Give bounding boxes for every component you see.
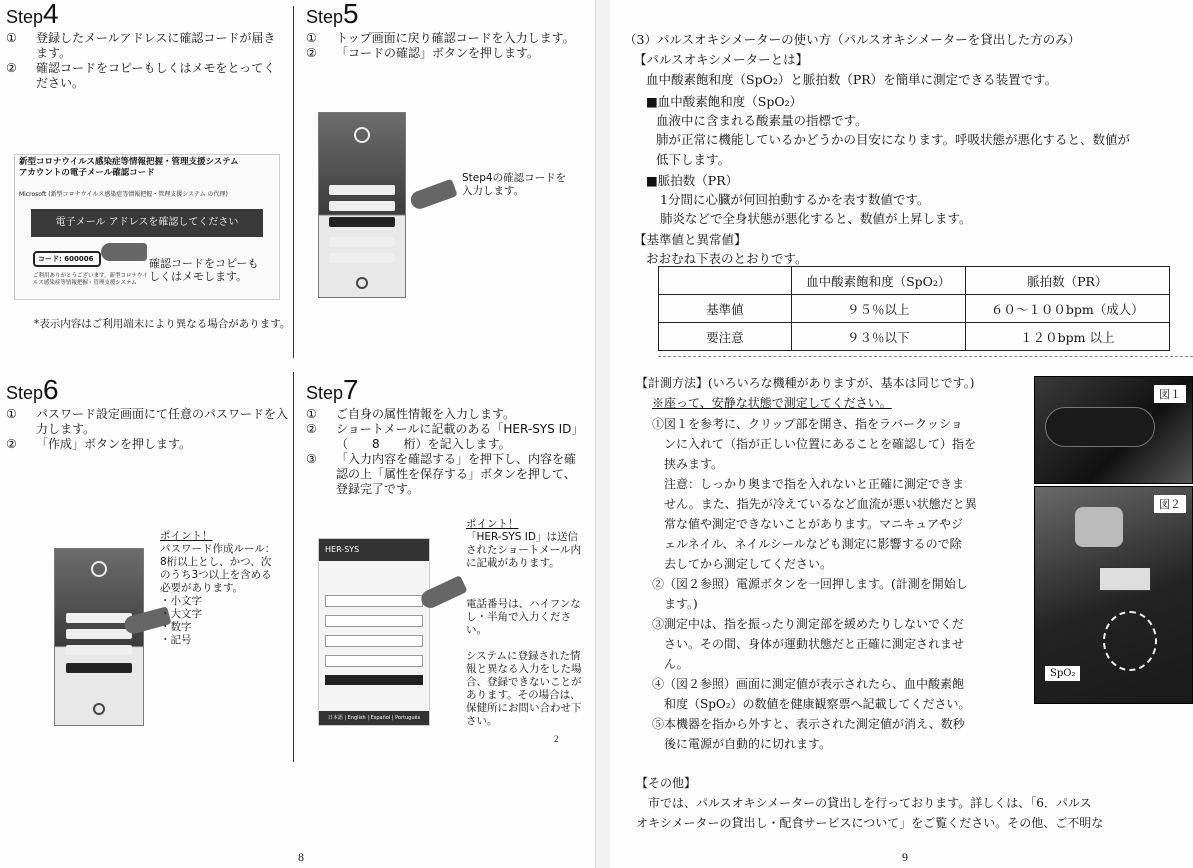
code-input-mock [329, 185, 394, 195]
page-number-left: 8 [298, 850, 304, 864]
code-input-mock [329, 201, 394, 211]
form-field-mock [325, 595, 423, 607]
display-screen-icon [1099, 567, 1151, 591]
section-divider [658, 356, 1193, 357]
figure1-label: 図１ [1154, 385, 1186, 403]
ministry-logo-icon [356, 277, 368, 289]
table-cell: 血中酸素飽和度（SpO₂） [791, 267, 965, 295]
table-cell: ９３％以下 [791, 323, 965, 351]
table-cell: ９５％以上 [791, 295, 965, 323]
divider-bottom [293, 372, 294, 762]
create-button-mock [66, 663, 133, 673]
table-row [659, 295, 1170, 323]
table-header-row [659, 267, 1170, 295]
figure2-label: 図２ [1154, 495, 1186, 513]
verify-button-mock [329, 217, 394, 227]
section-heading: （3）パルスオキシメーターの使い方（パルスオキシメーターを貸出した方のみ） [624, 32, 1081, 47]
step6-phone-screenshot [54, 548, 144, 726]
step5-phone-screenshot [318, 112, 406, 298]
form-field-mock [325, 635, 423, 647]
other-title: 【その他】 [636, 776, 697, 790]
pr-line: 1分間に心臓が何回拍動するかを表す数値です。 [660, 192, 930, 207]
spo2-line: 血液中に含まれる酸素量の指標です。 [656, 113, 868, 128]
step7-item: ② ショートメールに記載のある「HER-SYS ID」（ 8 桁）を記入します。 [306, 422, 584, 451]
table-cell: 要注意 [659, 323, 792, 351]
step4-callout: 確認コードをコピーもしくはメモします。 [149, 257, 259, 283]
method-steps: ①図１を参考に、クリップ部を開き、指をラバークッショ ンに入れて（指が正しい位置にあることを確認して）指を 挟みます。 注意：しっかり奥まで指を入れないと正確に測定できま せん。また、指先が冷えているなど血流が悪い状態だと異 常な値や測定できないことがあります。マニキュアやジ ェルネイル、ネイルシールなども測定に影響するので除 去してから測定してください。 ②（図２参照）電源ボタンを一回押します。(計測を開始し ます。) ③測定中は、指を振ったり測定部を緩めたりしないでくだ さい。その間、身体が運動状態だと正確に測定されませ ん。 ④（図２参照）画面に測定値が表示されたら、血中酸素飽 和度（SpO₂）の数値を健康観察票へ記載してください。 ⑤本機器を指から外すと、表示された測定値が消え、数秒 後に電源が自動的に切れます。 [652, 417, 977, 751]
step6-title: Step6 [6, 374, 59, 405]
table-cell [659, 267, 792, 295]
password-input-mock [66, 613, 133, 623]
pointing-hand-icon [101, 243, 147, 261]
table-cell: 基準値 [659, 295, 792, 323]
password-input-mock [66, 629, 133, 639]
step7-system-note: システムに登録された情報と異なる入力をした場合、登録できないことがあります。その場合は、保健所にお問い合わせ下さい。 [466, 650, 582, 727]
button-mock [329, 253, 394, 263]
email-screenshot [14, 154, 280, 300]
step7-phone-screenshot [318, 538, 430, 726]
reference-intro: おおむね下表のとおりです。 [646, 251, 808, 266]
step6-section [6, 374, 291, 452]
power-button-icon [1103, 611, 1157, 671]
spo2-title: ■血中酸素飽和度（SpO₂） [646, 94, 803, 109]
oximeter-icon [1045, 407, 1155, 447]
email-footer: ご利用ありがとうございます。新型コロナウイルス感染症等情報把握・管理支援システム [33, 273, 148, 286]
table-row [659, 323, 1170, 351]
table-cell: １２０bpm 以上 [965, 323, 1169, 351]
step4-item: ① 登録したメールアドレスに確認コードが届きます。 [6, 31, 276, 60]
reference-title: 【基準値と異常値】 [634, 232, 747, 247]
reference-table [658, 266, 1170, 351]
step5-item: ① トップ画面に戻り確認コードを入力します。 [306, 31, 575, 45]
table-cell: 脈拍数（PR） [965, 267, 1169, 295]
step4-section [6, 0, 286, 91]
step7-section [306, 374, 586, 497]
pr-title: ■脈拍数（PR） [646, 173, 739, 188]
table-cell: ６０～１００bpm（成人） [965, 295, 1169, 323]
spo2-callout: SpO₂ [1045, 666, 1080, 681]
method-note: ※座って、安静な状態で測定してください。 [652, 396, 892, 410]
step4-item: ② 確認コードをコピーもしくはメモをとってください。 [6, 61, 276, 90]
step5-item: ② 「コードの確認」ボタンを押します。 [306, 46, 540, 60]
app-logo-icon [354, 127, 370, 143]
submit-button-mock [325, 675, 423, 685]
oximeter-icon [1075, 507, 1123, 547]
left-page [0, 0, 596, 868]
verification-code: コード: 600006 [33, 251, 101, 267]
email-banner: 電子メール アドレスを確認してください [31, 209, 263, 237]
step5-callout: Step4の確認コードを入力します。 [462, 172, 567, 197]
page-gutter [596, 0, 610, 868]
spo2-line: 肺が正常に機能しているかどうかの目安になります。呼吸状態が悪化すると、数値が [656, 132, 1131, 147]
step4-title: Step4 [6, 0, 59, 29]
step7-point: ポイント！ 「HER-SYS ID」は送信されたショートメール内に記載があります。 [466, 518, 581, 569]
step4-footnote: *表示内容はご利用端末により異なる場合があります。 [34, 318, 291, 330]
step6-item: ① パスワード設定画面にて任意のパスワードを入力します。 [6, 407, 289, 436]
page-number-right: 9 [902, 850, 908, 864]
app-header: HER-SYS [319, 539, 429, 561]
other-line: 市では、パルスオキシメーターの貸出しを行っております。詳しくは、「6．パルス [636, 796, 1092, 810]
app-logo-icon [91, 561, 107, 577]
step6-item: ② 「作成」ボタンを押します。 [6, 437, 192, 451]
password-input-mock [66, 645, 133, 655]
step7-phone-note: 電話番号は、ハイフンなし・半角で入力ください。 [466, 598, 581, 636]
what-title: 【パルスオキシメーターとは】 [634, 52, 809, 67]
corner-number: 2 [554, 734, 559, 744]
step5-section [306, 0, 591, 61]
divider-top [293, 6, 294, 358]
figure2-photo [1034, 486, 1193, 704]
step7-item: ① ご自身の属性情報を入力します。 [306, 407, 516, 421]
right-page [610, 0, 1193, 868]
what-text: 血中酸素飽和度（SpO₂）と脈拍数（PR）を簡単に測定できる装置です。 [646, 72, 1058, 87]
ministry-logo-icon [93, 703, 105, 715]
form-field-mock [325, 655, 423, 667]
figure1-photo [1034, 376, 1193, 484]
step5-title: Step5 [306, 0, 359, 29]
form-field-mock [325, 615, 423, 627]
language-bar: 日本語 | English | Español | Português [319, 711, 429, 725]
spo2-line: 低下します。 [656, 152, 731, 167]
email-subject: 新型コロナウイルス感染症等情報把握・管理支援システム アカウントの電子メール確認コード [19, 157, 239, 178]
step7-item: ③ 「入力内容を確認する」を押下し、内容を確認の上「属性を保存する」ボタンを押して、登録完了です。 [306, 452, 577, 496]
pointing-hand-icon [408, 179, 457, 212]
button-mock [329, 237, 394, 247]
other-line: オキシメーターの貸出し・配食サービスについて」をご覧ください。その他、ご不明な [636, 816, 1104, 830]
step6-point: ポイント！ パスワード作成ルール： 8桁以上とし、かつ、次 のうち3つ以上を含める 必要があります。 ・小文字 ・大文字 ・数字 ・記号 [160, 530, 276, 646]
step7-title: Step7 [306, 374, 359, 405]
pr-line: 肺炎などで全身状態が悪化すると、数値が上昇します。 [660, 211, 972, 226]
email-sender: Microsoft (新型コロナウイルス感染症等情報把握・管理支援システム の代理) [19, 191, 228, 198]
method-title: 【計測方法】(いろいろな機種がありますが、基本は同じです。) [636, 376, 975, 390]
